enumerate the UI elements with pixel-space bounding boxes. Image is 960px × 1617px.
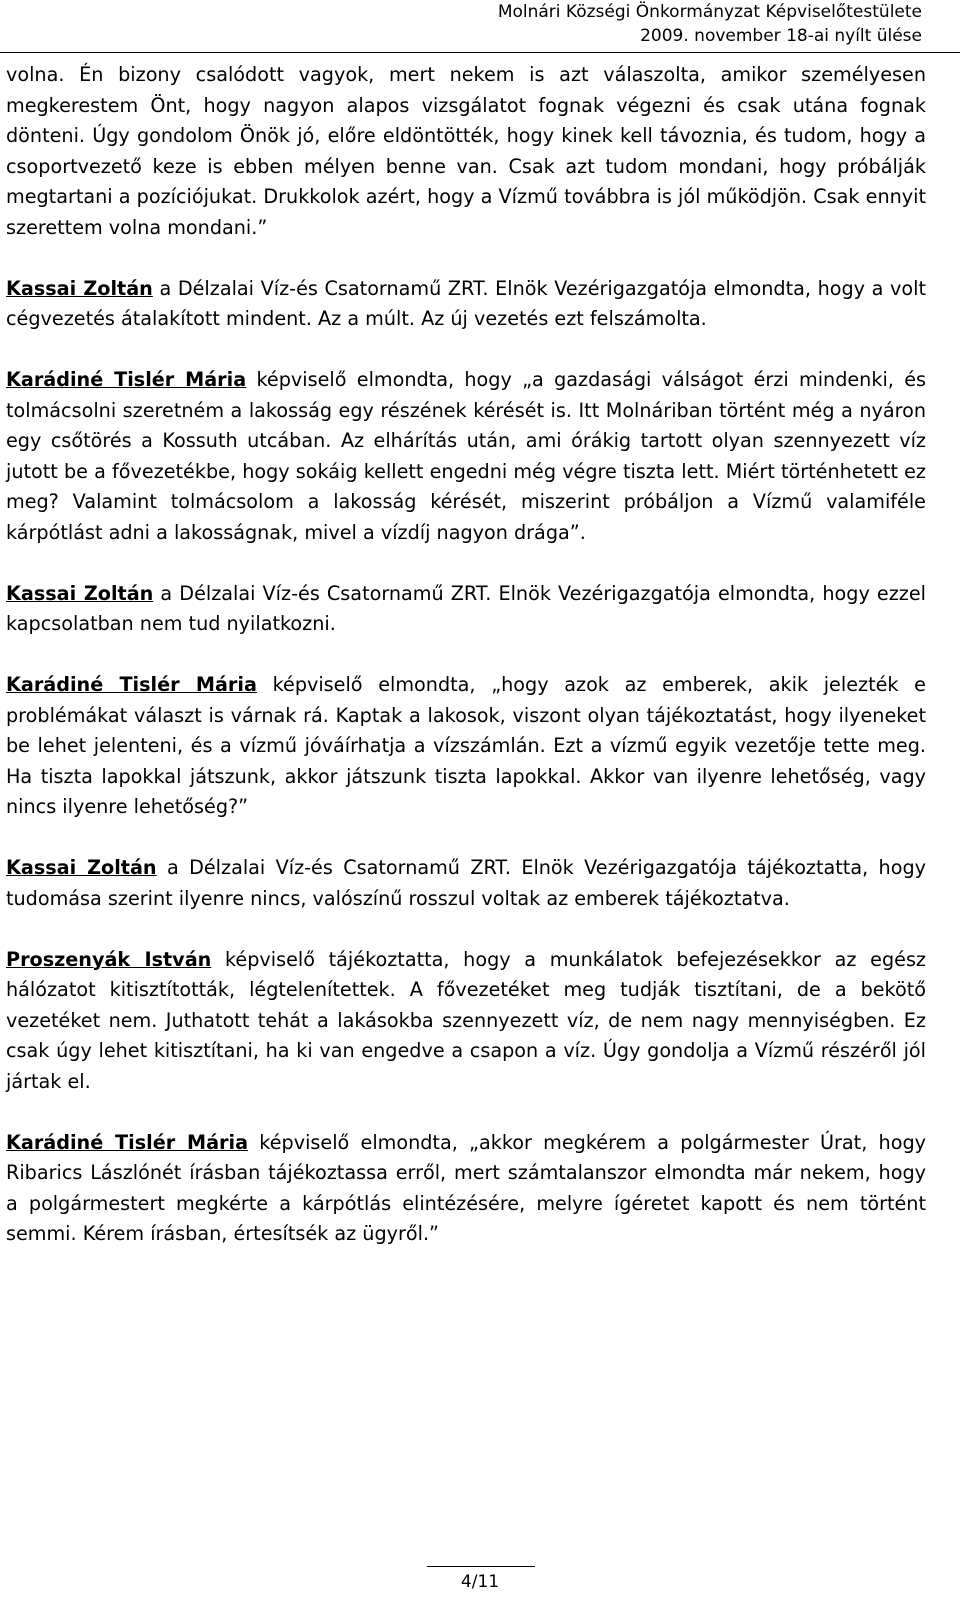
speaker-name: Proszenyák István [6, 947, 212, 971]
paragraph [6, 853, 926, 914]
header-subtitle: 2009. november 18-ai nyílt ülése [640, 26, 922, 46]
paragraph [6, 365, 926, 548]
paragraph [6, 60, 926, 243]
speaker-name: Karádiné Tislér Mária [6, 1130, 249, 1154]
header-title: Molnári Községi Önkormányzat Képviselőtestülete [497, 2, 922, 22]
paragraph [6, 670, 926, 823]
paragraph [6, 945, 926, 1098]
paragraph [6, 274, 926, 335]
paragraph [6, 579, 926, 640]
paragraph-text: képviselő elmondta, hogy „a gazdasági válságot érzi mindenki, és tolmácsolni szeretném a lakosság egy részének kérését is. Itt Molnáriban történt még a nyáron egy csőtörés a Kossuth utcában. Az elhárítás után, ami órákig tartott olyan szennyezett víz jutott be a fővezetékbe, hogy sokáig kellett engedni még végre tiszta lett. Miért történhetett ez meg? Valamint tolmácsolom a lakosság kérését, miszerint próbáljon a Vízmű valamiféle kárpótlást adni a lakosságnak, mivel a vízdíj nagyon drága”. [6, 368, 926, 544]
speaker-name: Kassai Zoltán [6, 856, 157, 879]
speaker-name: Kassai Zoltán [6, 276, 153, 300]
speaker-name: Karádiné Tislér Mária [6, 673, 257, 696]
paragraph-text: képviselő elmondta, „akkor megkérem a polgármester Úrat, hogy Ribarics Lászlónét írásban tájékoztassa erről, mert számtalanszor elmondta már nekem, hogy a polgármestert megkérte a kárpótlás elintézésére, melyre ígéretet kapott és nem történt semmi. Kérem írásban, értesítsék az ügyről.” [6, 1130, 926, 1245]
page-number: 4/11 [460, 1572, 500, 1592]
speaker-name: Karádiné Tislér Mária [6, 368, 247, 391]
paragraph-text: képviselő tájékoztatta, hogy a munkálatok befejezésekkor az egész hálózatot kitisztították, légtelenítettek. A fővezetéket meg tudják tisztítani, de a bekötő vezetéket nem. Juthatott tehát a lakásokba szennyezett víz, de nem nagy mennyiségben. Ez csak úgy lehet kitisztítani, ha ki van engedve a csapon a víz. Úgy gondolja a Vízmű részéről jól jártak el. [6, 947, 927, 1093]
footer-divider [427, 1566, 535, 1567]
paragraph [6, 1128, 926, 1250]
paragraph-text: a Délzalai Víz-és Csatornamű ZRT. Elnök Vezérigazgatója elmondta, hogy ezzel kapcsolatban nem tud nyilatkozni. [6, 581, 926, 635]
page-footer [0, 1572, 960, 1592]
speaker-name: Kassai Zoltán [6, 581, 154, 605]
paragraph-text: képviselő elmondta, „hogy azok az emberek, akik jelezték e problémákat választ is várnak rá. Kaptak a lakosok, viszont olyan tájékoztatást, hogy ilyeneket be lehet jelenteni, és a vízmű jóváírhatja a vízszámlán. Ezt a vízmű egyik vezetője tette meg. Ha tiszta lapokkal játszunk, akkor játszunk tiszta lapokkal. Akkor van ilyenre lehetőség, vagy nincs ilyenre lehetőség?” [6, 673, 926, 818]
page-header [0, 0, 960, 53]
document-body [6, 60, 926, 1280]
paragraph-text: a Délzalai Víz-és Csatornamű ZRT. Elnök Vezérigazgatója elmondta, hogy a volt cégvezetés átalakított mindent. Az a múlt. Az új vezetés ezt felszámolta. [6, 276, 926, 330]
paragraph-text: a Délzalai Víz-és Csatornamű ZRT. Elnök Vezérigazgatója tájékoztatta, hogy tudomása szerint ilyenre nincs, valószínű rosszul voltak az emberek tájékoztatva. [6, 856, 926, 910]
paragraph-text: volna. Én bizony csalódott vagyok, mert nekem is azt válaszolta, amikor személyesen megkerestem Önt, hogy nagyon alapos vizsgálatot fognak végezni és csak utána fognak dönteni. Úgy gondolom Önök jó, előre eldöntötték, hogy kinek kell távoznia, és tudom, hogy a csoportvezető keze is ebben mélyen benne van. Csak azt tudom mondani, hogy próbálják megtartani a pozíciójukat. Drukkolok azért, hogy a Vízmű továbbra is jól működjön. Csak ennyit szerettem volna mondani.” [6, 63, 926, 239]
